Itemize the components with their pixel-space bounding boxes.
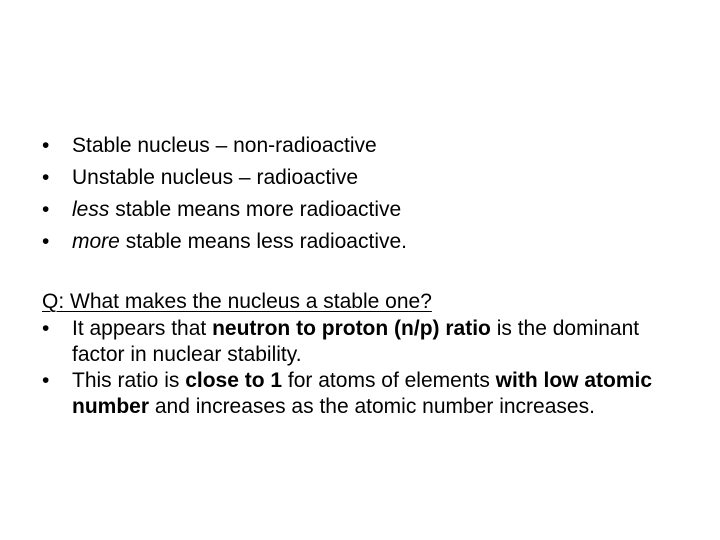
answer-emphasis: with low atomic number [72, 369, 653, 418]
bullet-text: Unstable nucleus – radioactive [72, 166, 359, 189]
bullet-text: stable means less radioactive. [119, 230, 407, 253]
question-section [42, 288, 692, 420]
answer-text: for atoms of elements [282, 369, 496, 392]
bullet-emphasis: less [72, 198, 110, 221]
answer-text: It appears that [72, 317, 213, 340]
bullet-icon: • [42, 369, 50, 392]
list-item [42, 368, 692, 420]
bullet-emphasis: more [72, 230, 120, 253]
answer-list [42, 316, 692, 420]
bullet-icon: • [42, 317, 50, 340]
bullet-icon: • [42, 134, 50, 157]
list-item [42, 316, 692, 368]
answer-emphasis: neutron to proton (n/p) ratio [212, 317, 491, 340]
question-heading: Q: What makes the nucleus a stable one? [42, 290, 432, 313]
bullet-text: stable means more radioactive [109, 198, 402, 221]
answer-text: is the dominant factor in nuclear stability. [72, 317, 640, 366]
list-item [42, 194, 682, 226]
bullet-text: Stable nucleus – non-radioactive [72, 134, 377, 157]
answer-text: and increases as the atomic number increases. [149, 395, 595, 418]
bullet-icon: • [42, 166, 50, 189]
list-item [42, 162, 682, 194]
bullet-icon: • [42, 230, 50, 253]
list-item [42, 130, 682, 162]
list-item [42, 226, 682, 258]
bullet-icon: • [42, 198, 50, 221]
stability-bullet-list [42, 130, 682, 258]
answer-text: This ratio is [72, 369, 186, 392]
answer-emphasis: close to 1 [185, 369, 283, 392]
